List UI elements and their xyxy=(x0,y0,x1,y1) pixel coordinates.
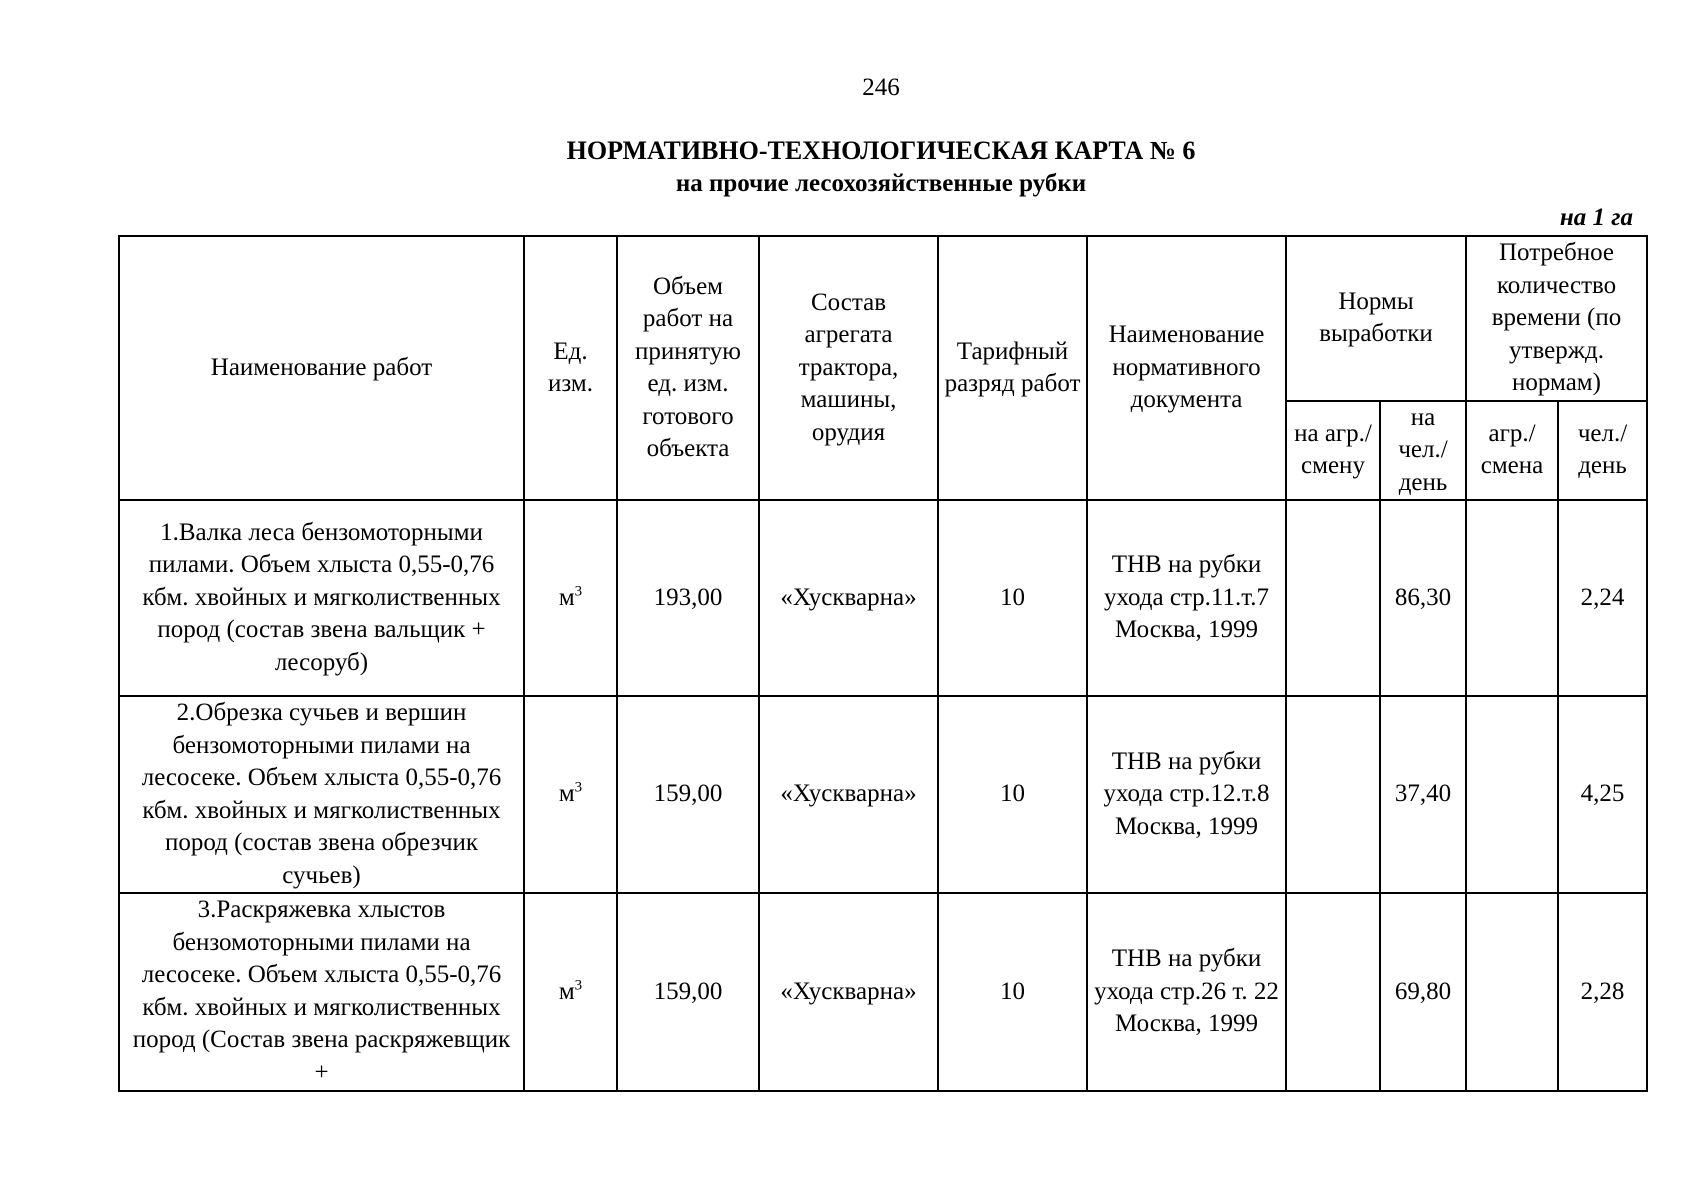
cell-time-unit-shift xyxy=(1466,893,1558,1091)
header-required-time: Потребное количество времени (по утвержд. нормам) xyxy=(1466,236,1647,401)
header-tariff-grade: Тарифный разряд работ xyxy=(938,236,1087,500)
header-norm-document: Наименование нормативного документа xyxy=(1087,236,1286,500)
cell-output-per-unit-shift xyxy=(1286,500,1380,696)
cell-output-per-unit-shift xyxy=(1286,893,1380,1091)
document-subtitle: на прочие лесохозяйственные рубки xyxy=(675,170,1087,197)
cell-volume: 193,00 xyxy=(617,500,759,696)
cell-tariff-grade: 10 xyxy=(938,696,1087,893)
cell-time-person-day: 4,25 xyxy=(1558,696,1647,893)
header-unit-composition: Состав агрегата трактора, машины, орудия xyxy=(759,236,938,500)
cell-time-person-day: 2,28 xyxy=(1558,893,1647,1091)
header-work-name: Наименование работ xyxy=(119,236,524,500)
header-volume: Объем работ на принятую ед. изм. готового объекта xyxy=(617,236,759,500)
unit-note: на 1 га xyxy=(1559,204,1633,231)
cell-work-name: 2.Обрезка сучьев и вершин бензомоторными пилами на лесосеке. Объем хлыста 0,55-0,76 кбм. хвойных и мягколиственных пород (состав звена обрезчик сучьев) xyxy=(119,696,524,893)
cell-norm-document: ТНВ на рубки ухода стр.26 т. 22 Москва, 1999 xyxy=(1087,893,1286,1091)
header-output-norms: Нормы выработки xyxy=(1286,236,1466,401)
cell-output-per-unit-shift xyxy=(1286,696,1380,893)
table-row xyxy=(119,893,1647,1091)
cell-time-unit-shift xyxy=(1466,696,1558,893)
cell-tariff-grade: 10 xyxy=(938,893,1087,1091)
cell-output-per-person-day: 37,40 xyxy=(1380,696,1466,893)
cell-unit-composition: «Хускварна» xyxy=(759,893,938,1091)
cell-time-person-day: 2,24 xyxy=(1558,500,1647,696)
cell-tariff-grade: 10 xyxy=(938,500,1087,696)
page-number: 246 xyxy=(862,74,900,101)
norm-table xyxy=(118,235,1648,1092)
document-title: НОРМАТИВНО-ТЕХНОЛОГИЧЕСКАЯ КАРТА № 6 xyxy=(566,136,1196,165)
header-output-per-person-day: на чел./ день xyxy=(1380,401,1466,501)
cell-norm-document: ТНВ на рубки ухода стр.12.т.8 Москва, 1999 xyxy=(1087,696,1286,893)
cell-norm-document: ТНВ на рубки ухода стр.11.т.7 Москва, 1999 xyxy=(1087,500,1286,696)
cell-output-per-person-day: 69,80 xyxy=(1380,893,1466,1091)
cell-output-per-person-day: 86,30 xyxy=(1380,500,1466,696)
header-unit: Ед. изм. xyxy=(524,236,617,500)
cell-volume: 159,00 xyxy=(617,696,759,893)
header-time-unit-shift: агр./ смена xyxy=(1466,401,1558,501)
cell-work-name: 3.Раскряжевка хлыстов бензомоторными пилами на лесосеке. Объем хлыста 0,55-0,76 кбм. хвойных и мягколиственных пород (Состав звена раскряжевщик + xyxy=(119,893,524,1091)
cell-unit: $м^3$ xyxy=(524,500,617,696)
cell-unit: $м^3$ xyxy=(524,893,617,1091)
header-output-per-unit-shift: на агр./ смену xyxy=(1286,401,1380,501)
table-row xyxy=(119,696,1647,893)
cell-unit-composition: «Хускварна» xyxy=(759,500,938,696)
header-time-person-day: чел./ день xyxy=(1558,401,1647,501)
cell-work-name: 1.Валка леса бензомоторными пилами. Объем хлыста 0,55-0,76 кбм. хвойных и мягколиственных пород (состав звена вальщик + лесоруб) xyxy=(119,500,524,696)
cell-unit: $м^3$ xyxy=(524,696,617,893)
table-row xyxy=(119,500,1647,696)
cell-unit-composition: «Хускварна» xyxy=(759,696,938,893)
cell-time-unit-shift xyxy=(1466,500,1558,696)
cell-volume: 159,00 xyxy=(617,893,759,1091)
